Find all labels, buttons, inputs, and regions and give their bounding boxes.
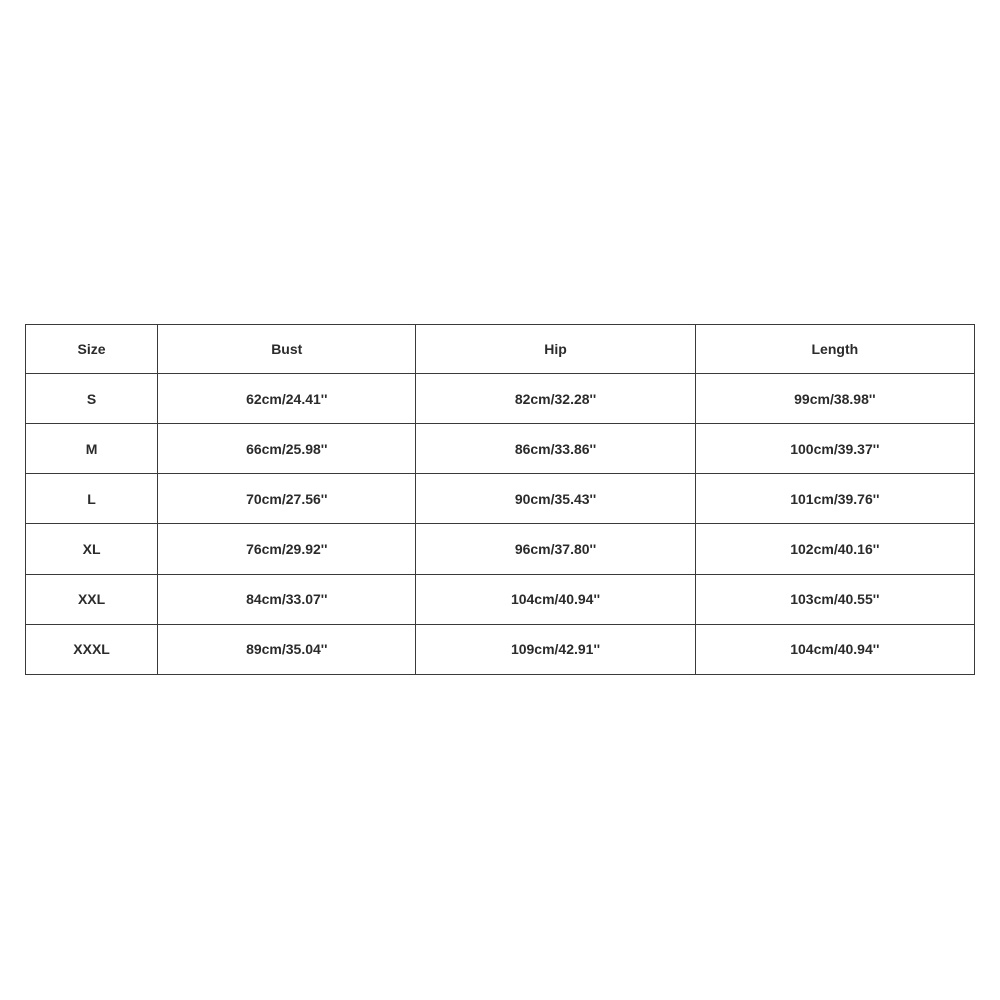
cell-size: XXXL (26, 624, 158, 674)
table-row (26, 524, 975, 574)
cell-hip: 96cm/37.80'' (416, 524, 695, 574)
cell-hip: 90cm/35.43'' (416, 474, 695, 524)
header-length: Length (695, 325, 974, 374)
cell-hip: 86cm/33.86'' (416, 424, 695, 474)
cell-length: 101cm/39.76'' (695, 474, 974, 524)
cell-length: 99cm/38.98'' (695, 374, 974, 424)
cell-length: 100cm/39.37'' (695, 424, 974, 474)
cell-length: 102cm/40.16'' (695, 524, 974, 574)
header-size: Size (26, 325, 158, 374)
cell-bust: 62cm/24.41'' (158, 374, 416, 424)
cell-size: XXL (26, 574, 158, 624)
cell-length: 104cm/40.94'' (695, 624, 974, 674)
cell-bust: 76cm/29.92'' (158, 524, 416, 574)
cell-bust: 89cm/35.04'' (158, 624, 416, 674)
cell-bust: 84cm/33.07'' (158, 574, 416, 624)
table-row (26, 574, 975, 624)
cell-length: 103cm/40.55'' (695, 574, 974, 624)
table-row (26, 474, 975, 524)
table-row (26, 624, 975, 674)
cell-bust: 70cm/27.56'' (158, 474, 416, 524)
table-row (26, 374, 975, 424)
cell-hip: 109cm/42.91'' (416, 624, 695, 674)
cell-hip: 104cm/40.94'' (416, 574, 695, 624)
table-header-row (26, 325, 975, 374)
size-chart-table (25, 324, 975, 675)
cell-hip: 82cm/32.28'' (416, 374, 695, 424)
cell-size: M (26, 424, 158, 474)
table-row (26, 424, 975, 474)
cell-size: S (26, 374, 158, 424)
cell-size: XL (26, 524, 158, 574)
header-hip: Hip (416, 325, 695, 374)
header-bust: Bust (158, 325, 416, 374)
cell-size: L (26, 474, 158, 524)
cell-bust: 66cm/25.98'' (158, 424, 416, 474)
